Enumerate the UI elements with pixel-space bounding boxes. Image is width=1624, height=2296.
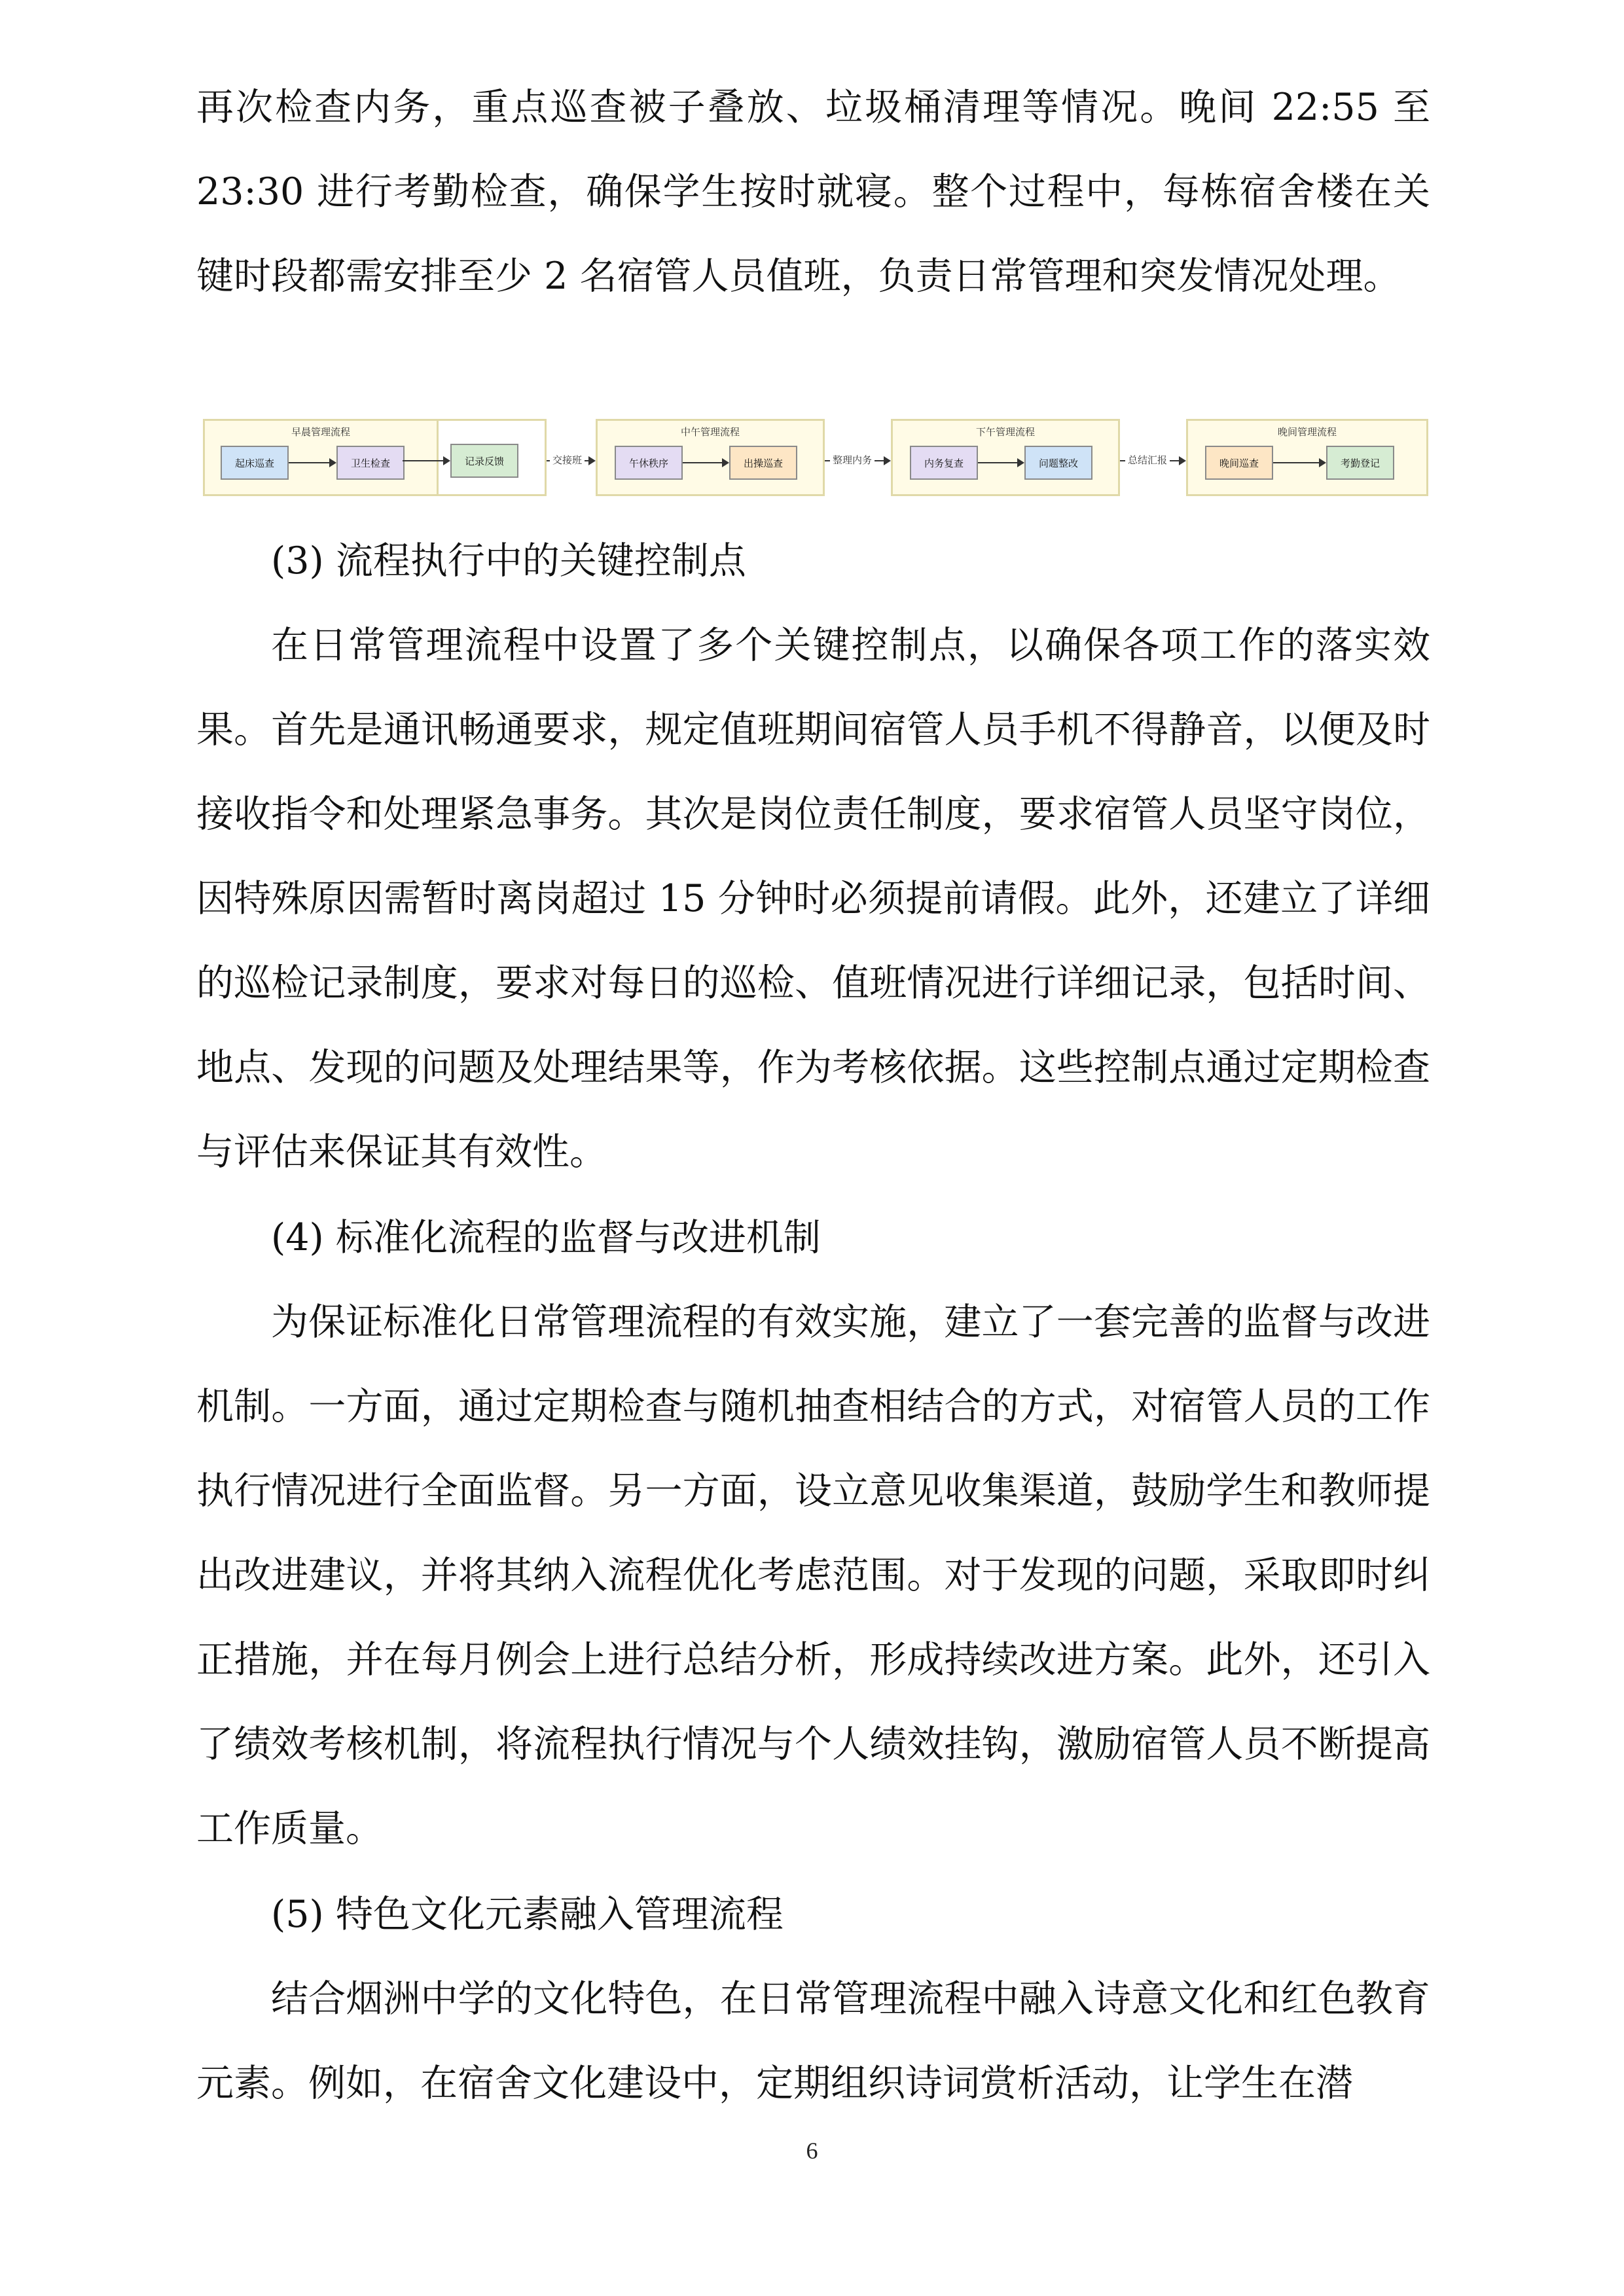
heading-key-control-points: (3) 流程执行中的关键控制点: [271, 539, 746, 583]
stage-noon: [596, 419, 825, 496]
step-exercise-patrol: 出操巡查: [729, 446, 797, 480]
heading-cultural-elements: (5) 特色文化元素融入管理流程: [271, 1893, 784, 1936]
step-record-feedback: 记录反馈: [450, 444, 518, 478]
connector-label-summary: 总结汇报: [1125, 453, 1170, 467]
stage-title-evening: 晚间管理流程: [1277, 426, 1337, 438]
paragraph-supervision-mechanism: 为保证标准化日常管理流程的有效实施，建立了一套完善的监督与改进机制。一方面，通过定期检查与随机抽查相结合的方式，对宿管人员的工作执行情况进行全面监督。另一方面，设立意见收集渠道，鼓励学生和教师提出改进建议，并将其纳入流程优化考虑范围。对于发现的问题，采取即时纠正措施，并在每月例会上进行总结分析，形成持续改进方案。此外，还引入了绩效考核机制，将流程执行情况与个人绩效挂钩，激励宿管人员不断提高工作质量。: [196, 1300, 1430, 1850]
step-dorm-recheck: 内务复查: [910, 446, 978, 480]
paragraph-cultural-elements: 结合烟洲中学的文化特色，在日常管理流程中融入诗意文化和红色教育元素。例如，在宿舍文化建设中，定期组织诗词赏析活动，让学生在潜: [196, 1977, 1430, 2105]
step-nap-order: 午休秩序: [615, 446, 683, 480]
connector-label-handover: 交接班: [550, 453, 585, 467]
stage-evening: [1186, 419, 1428, 496]
step-issue-fix: 问题整改: [1024, 446, 1092, 480]
page-number: 6: [806, 2138, 818, 2164]
arrow-line: [683, 462, 722, 463]
paragraph-key-control-points: 在日常管理流程中设置了多个关键控制点，以确保各项工作的落实效果。首先是通讯畅通要求，规定值班期间宿管人员手机不得静音，以便及时接收指令和处理紧急事务。其次是岗位责任制度，要求宿管人员坚守岗位，因特殊原因需暂时离岗超过 15 分钟时必须提前请假。此外，还建立了详细的巡检记录制度，要求对每日的巡检、值班情况进行详细记录，包括时间、地点、发现的问题及处理结果等，作为考核依据。这些控制点通过定期检查与评估来保证其有效性。: [196, 624, 1430, 1174]
step-hygiene-check: 卫生检查: [336, 446, 405, 480]
stage-title-noon: 中午管理流程: [680, 426, 740, 438]
arrow-line: [1273, 462, 1319, 463]
arrow-head: [1179, 456, 1186, 465]
arrow-line: [978, 462, 1017, 463]
stage-title-afternoon: 下午管理流程: [975, 426, 1035, 438]
arrow-head: [1017, 458, 1024, 467]
arrow-line: [403, 460, 443, 461]
arrow-head: [884, 456, 891, 465]
connector-label-tidy: 整理内务: [830, 453, 875, 467]
paragraph-intro: 再次检查内务，重点巡查被子叠放、垃圾桶清理等情况。晚间 22:55 至 23:30 进行考勤检查，确保学生按时就寝。整个过程中，每栋宿舍楼在关键时段都需安排至少 2 名宿管人员值班，负责日常管理和突发情况处理。: [196, 86, 1430, 298]
arrow-head: [443, 456, 450, 465]
step-attendance-record: 考勤登记: [1326, 446, 1394, 480]
arrow-head: [1319, 458, 1326, 467]
arrow-head: [722, 458, 729, 467]
heading-supervision-mechanism: (4) 标准化流程的监督与改进机制: [271, 1216, 821, 1259]
stage-title-morning: 早晨管理流程: [291, 426, 350, 438]
management-flow-diagram: [203, 419, 1430, 499]
stage-afternoon: [891, 419, 1120, 496]
arrow-head: [588, 456, 596, 465]
step-evening-patrol: 晚间巡查: [1205, 446, 1273, 480]
step-wake-patrol: 起床巡查: [221, 446, 289, 480]
